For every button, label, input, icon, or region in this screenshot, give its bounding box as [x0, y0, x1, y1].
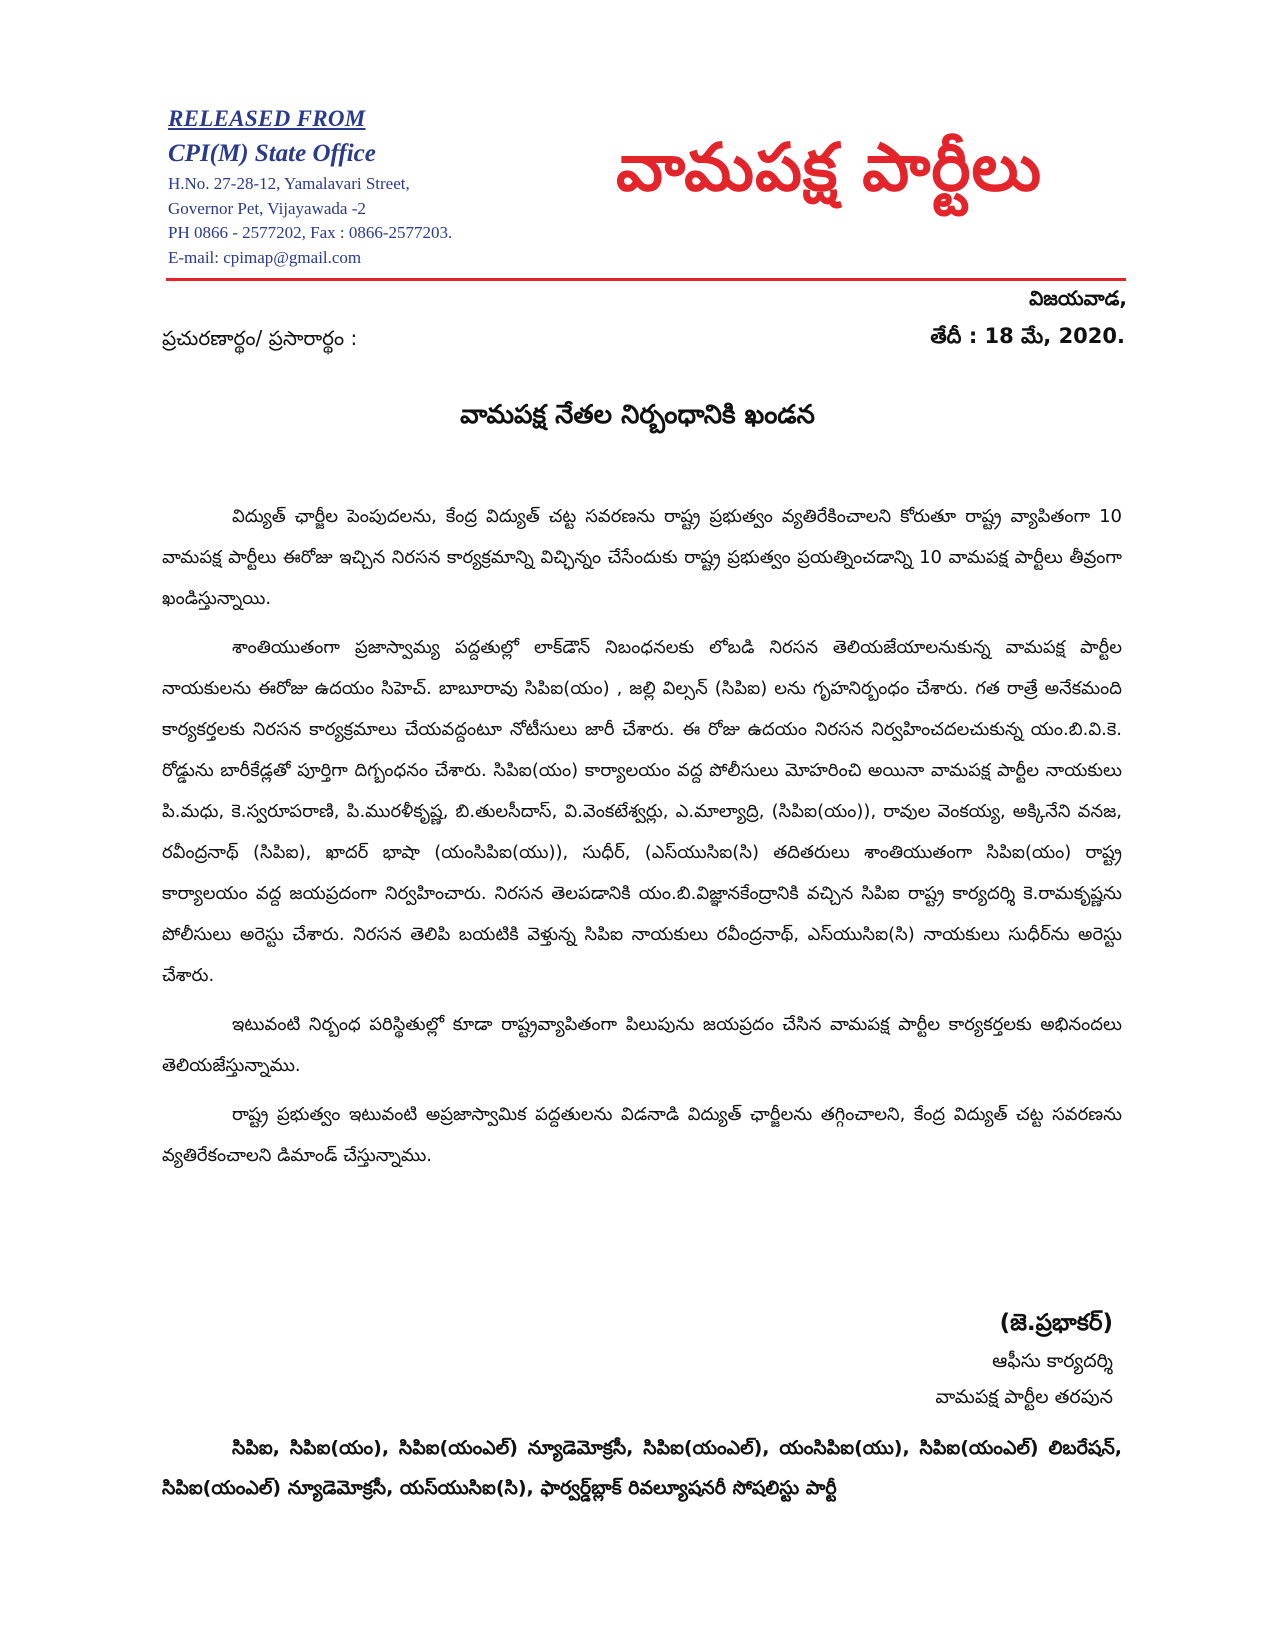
signatory-behalf: వామపక్ష పార్టీల తరపున [935, 1386, 1113, 1408]
body-paragraph: విద్యుత్ ఛార్జీల పెంపుదలను, కేంద్ర విద్యుత్ చట్ట సవరణను రాష్ట్ర ప్రభుత్వం వ్యతిరేకించాలని కోరుతూ రాష్ట్ర వ్యాపితంగా 10 వామపక్ష పార్టీలు ఈరోజు ఇచ్చిన నిరసన కార్యక్రమాన్ని విచ్ఛిన్నం చేసేందుకు రాష్ట్ర ప్రభుత్వం ప్రయత్నించడాన్ని 10 వామపక్ష పార్టీలు తీవ్రంగా ఖండిస్తున్నాయి. [162, 506, 1122, 609]
letterhead-address-block [168, 104, 528, 270]
email-line: E-mail: cpimap@gmail.com [168, 247, 362, 267]
office-name: CPI(M) State Office [168, 140, 376, 167]
body-paragraph: రాష్ట్ర ప్రభుత్వం ఇటువంటి అప్రజాస్వామిక పద్దతులను విడనాడి విద్యుత్ ఛార్జీలను తగ్గించాలని, కేంద్ర విద్యుత్ చట్ట సవరణను వ్యతిరేకంచాలని డిమాండ్ చేస్తున్నాము. [162, 1104, 1122, 1166]
phone-fax-line: PH 0866 - 2577202, Fax : 0866-2577203. [168, 223, 453, 242]
place-label: విజయవాడ, [1029, 286, 1127, 310]
address-line: H.No. 27-28-12, Yamalavari Street, [168, 174, 410, 193]
header-divider [166, 278, 1126, 281]
press-release-headline: వామపక్ష నేతల నిర్బంధానికి ఖండన [460, 400, 815, 430]
parties-list: సిపిఐ, సిపిఐ(యం), సిపిఐ(యంఎల్) న్యూడెమోక్రసీ, సిపిఐ(యంఎల్), యంసిపిఐ(యు), సిపిఐ(యంఎల్) లిబరేషన్, సిపిఐ(యంఎల్) న్యూడెమోక్రసీ, యస్‌యుసిఐ(సి), ఫార్వర్డ్‌బ్లాక్ రివల్యూషనరీ సోషలిస్టు పార్టీ [162, 1437, 1122, 1499]
address-line: Governor Pet, Vijayawada -2 [168, 198, 366, 218]
date-label: తేదీ : 18 మే, 2020. [930, 324, 1125, 348]
signatory-name: (జె.ప్రభాకర్) [999, 1310, 1113, 1336]
body-paragraph: శాంతియుతంగా ప్రజాస్వామ్య పద్దతుల్లో లాక్‌డౌన్ నిబంధనలకు లోబడి నిరసన తెలియజేయాలనుకున్న వామపక్ష పార్టీల నాయకులను ఈరోజు ఉదయం సిహెచ్. బాబూరావు సిపిఐ(యం) , జల్లి విల్సన్ (సిపిఐ) లను గృహనిర్బంధం చేశారు. గత రాత్రే అనేకమంది కార్యకర్తలకు నిరసన కార్యక్రమాలు చేయవద్దంటూ నోటీసులు జారీ చేశారు. ఈ రోజు ఉదయం నిరసన నిర్వహించదలచుకున్న యం.బి.వి.కె. రోడ్డును బారీకేడ్లతో పూర్తిగా దిగ్బంధనం చేశారు. సిపిఐ(యం) కార్యాలయం వద్ద పోలీసులు మోహరించి అయినా వామపక్ష పార్టీల నాయకులు పి.మధు, కె.స్వరూపరాణి, పి.మురళీకృష్ణ, బి.తులసీదాస్, వి.వెంకటేశ్వర్లు, ఎ.మాల్యాద్రి, (సిపిఐ(యం)), రావుల వెంకయ్య, అక్కినేని వనజ, రవీంద్రనాథ్ (సిపిఐ), ఖాదర్ భాషా (యంసిపిఐ(యు)), సుధీర్, (ఎస్‌యుసిఐ(సి) తదితరులు శాంతియుతంగా సిపిఐ(యం) రాష్ట్ర కార్యాలయం వద్ద జయప్రదంగా నిర్వహించారు. నిరసన తెలపడానికి యం.బి.విజ్ఞానకేంద్రానికి వచ్చిన సిపిఐ రాష్ట్ర కార్యదర్శి కె.రామకృష్ణను పోలీసులు అరెస్టు చేశారు. నిరసన తెలిపి బయటికి వెళ్తున్న సిపిఐ నాయకులు రవీంద్రనాథ్, ఎస్‌యుసిఐ(సి) నాయకులు సుధీర్‌ను అరెస్టు చేశారు. [162, 637, 1122, 986]
signatory-role: ఆఫీసు కార్యదర్శి [992, 1350, 1113, 1372]
body-paragraph: ఇటువంటి నిర్బంధ పరిస్థితుల్లో కూడా రాష్ట్రవ్యాపితంగా పిలుపును జయప్రదం చేసిన వామపక్ష పార్టీల కార్యకర్తలకు అభినందలు తెలియజేస్తున్నాము. [162, 1014, 1122, 1076]
letterhead-title: వామపక్ష పార్టీలు [616, 129, 1043, 206]
publish-label: ప్రచురణార్థం/ ప్రసారార్థం : [162, 326, 358, 350]
press-release-body [162, 496, 1122, 1184]
released-from-label: RELEASED FROM [168, 106, 366, 131]
